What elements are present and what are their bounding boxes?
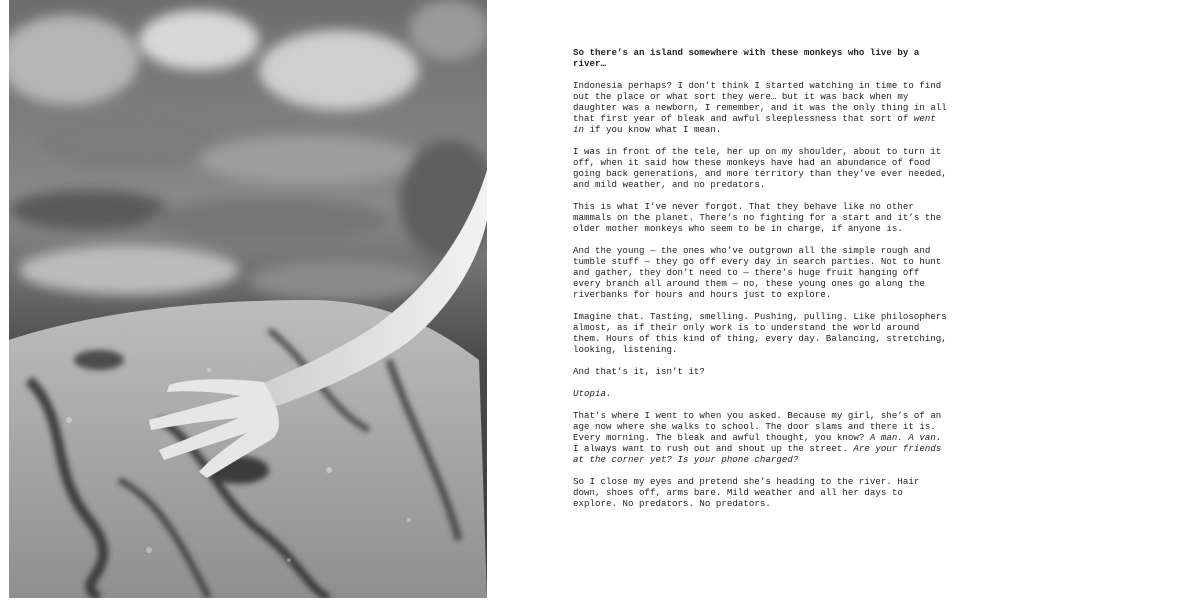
paragraph-9: So I close my eyes and pretend she’s heading to the river. Hair down, shoes off, arms bare. Mild weather and all her days to explore. No predators. No predators.: [573, 476, 920, 509]
story-text: [573, 47, 948, 520]
story-title: So there’s an island somewhere with these monkeys who live by a river…: [573, 47, 920, 69]
story-page: [560, 0, 960, 600]
paragraph-4: And the young — the ones who’ve outgrown all the simple rough and tumble stuff — they go off every day in search parties. Not to hunt and gather, they don’t need to — there’s huge fruit hanging off every branch all around them — no, these young ones go along the riverbanks for hours and hours just to explore.: [573, 245, 942, 300]
paragraph-2: I was in front of the tele, her up on my shoulder, about to turn it off, when it said how these monkeys have had an abundance of food going back generations, and more territory than they’ve ever needed, and mild weather, and no predators.: [573, 146, 947, 190]
paragraph-6: And that’s it, isn’t it?: [573, 366, 705, 377]
paragraph-1-end: if you know what I mean.: [584, 124, 722, 135]
paragraph-8-text-a: That’s where I went to when you asked. Because my girl, she’s of an age now where she walks to school. The door slams and there it is. Every morning. The bleak and awful thought, you know?: [573, 410, 942, 443]
paragraph-1: [573, 80, 948, 135]
paragraph-1-text: Indonesia perhaps? I don’t think I started watching in time to find out the place or what sort they were… but it was back when my daughter was a newborn, I remember, and it was the only thing in all that first year of bleak and awful sleeplessness that sort of: [573, 80, 947, 124]
photo-child-hand-on-rock: [9, 0, 487, 598]
photo-illustration: [9, 0, 487, 598]
paragraph-3: This is what I’ve never forgot. That they behave like no other mammals on the planet. There’s no fighting for a start and it’s the older mother monkeys who seem to be in charge, if anyone is.: [573, 201, 942, 234]
paragraph-8-italic-1: A man. A van.: [869, 432, 942, 443]
paragraph-7: Utopia.: [573, 388, 612, 399]
paragraph-8: [573, 410, 948, 465]
paragraph-8-text-b: I always want to rush out and shout up the street.: [573, 443, 854, 454]
paragraph-1-italic: went in: [573, 113, 936, 135]
paragraph-5: Imagine that. Tasting, smelling. Pushing, pulling. Like philosophers almost, as if their only work is to understand the world around them. Hours of this kind of thing, every day. Balancing, stretching, looking, listening.: [573, 311, 947, 355]
paragraph-8-italic-2: Are your friends at the corner yet? Is your phone charged?: [573, 443, 942, 465]
